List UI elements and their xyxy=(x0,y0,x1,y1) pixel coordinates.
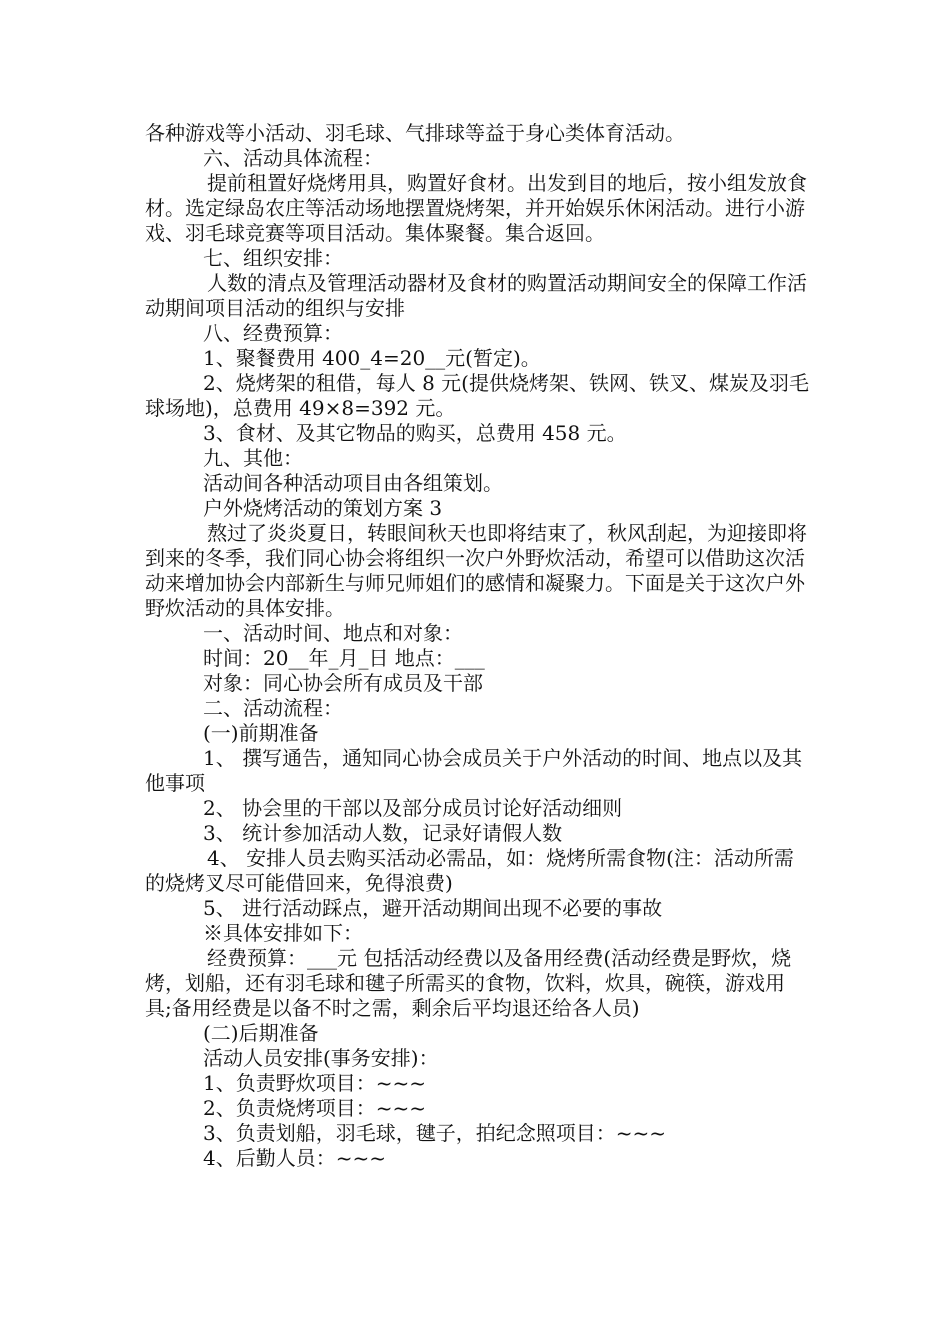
list-item: 3、食材、及其它物品的购买，总费用 458 元。 xyxy=(203,421,627,445)
list-item: 3、 统计参加活动人数，记录好请假人数 xyxy=(203,821,563,845)
section-heading: 七、组织安排： xyxy=(203,246,343,270)
subsection-heading: (二)后期准备 xyxy=(203,1021,319,1045)
section-heading: 二、活动流程： xyxy=(203,696,343,720)
list-item: 4、 安排人员去购买活动必需品，如：烧烤所需食物(注：活动所需的烧烤叉尽可能借回来，免得浪费) xyxy=(145,846,794,895)
list-item: 5、 进行活动踩点，避开活动期间出现不必要的事故 xyxy=(203,896,663,920)
list-item: 3、负责划船，羽毛球，毽子，拍纪念照项目：~~~ xyxy=(203,1121,666,1145)
paragraph: 时间：20__年_月_日 地点：___ xyxy=(203,646,485,670)
paragraph: 活动间各种活动项目由各组策划。 xyxy=(203,471,503,495)
subsection-heading: (一)前期准备 xyxy=(203,721,319,745)
paragraph: ※具体安排如下： xyxy=(203,921,363,945)
list-item: 4、后勤人员：~~~ xyxy=(203,1146,386,1170)
document-body xyxy=(145,121,810,1171)
list-item: 2、负责烧烤项目：~~~ xyxy=(203,1096,426,1120)
paragraph: 熬过了炎炎夏日，转眼间秋天也即将结束了，秋风刮起，为迎接即将到来的冬季，我们同心协会将组织一次户外野炊活动，希望可以借助这次活动来增加协会内部新生与师兄师姐们的感情和凝聚力。下面是关于这次户外野炊活动的具体安排。 xyxy=(145,521,807,620)
list-item: 2、烧烤架的租借，每人 8 元(提供烧烤架、铁网、铁叉、煤炭及羽毛球场地)，总费用 49×8=392 元。 xyxy=(145,371,809,420)
document-title: 户外烧烤活动的策划方案 3 xyxy=(203,496,443,520)
list-item: 1、负责野炊项目：~~~ xyxy=(203,1071,426,1095)
section-heading: 六、活动具体流程： xyxy=(203,146,383,170)
paragraph: 经费预算：___元 包括活动经费以及备用经费(活动经费是野炊，烧烤，划船，还有羽毛球和毽子所需买的食物，饮料，炊具，碗筷，游戏用具;备用经费是以备不时之需，剩余后平均退还给各人员) xyxy=(145,946,792,1020)
paragraph: 提前租置好烧烤用具，购置好食材。出发到目的地后，按小组发放食材。选定绿岛农庄等活动场地摆置烧烤架，并开始娱乐休闲活动。进行小游戏、羽毛球竞赛等项目活动。集体聚餐。集合返回。 xyxy=(145,171,807,245)
list-item: 1、聚餐费用 400_4=20__元(暂定)。 xyxy=(203,346,541,370)
list-item: 2、 协会里的干部以及部分成员讨论好活动细则 xyxy=(203,796,623,820)
section-heading: 九、其他： xyxy=(203,446,303,470)
section-heading: 八、经费预算： xyxy=(203,321,343,345)
section-heading: 一、活动时间、地点和对象： xyxy=(203,621,463,645)
paragraph: 活动人员安排(事务安排)： xyxy=(203,1046,439,1070)
paragraph: 各种游戏等小活动、羽毛球、气排球等益于身心类体育活动。 xyxy=(145,121,685,145)
paragraph: 对象：同心协会所有成员及干部 xyxy=(203,671,483,695)
list-item: 1、 撰写通告，通知同心协会成员关于户外活动的时间、地点以及其他事项 xyxy=(145,746,803,795)
paragraph: 人数的清点及管理活动器材及食材的购置活动期间安全的保障工作活动期间项目活动的组织与安排 xyxy=(145,271,807,320)
